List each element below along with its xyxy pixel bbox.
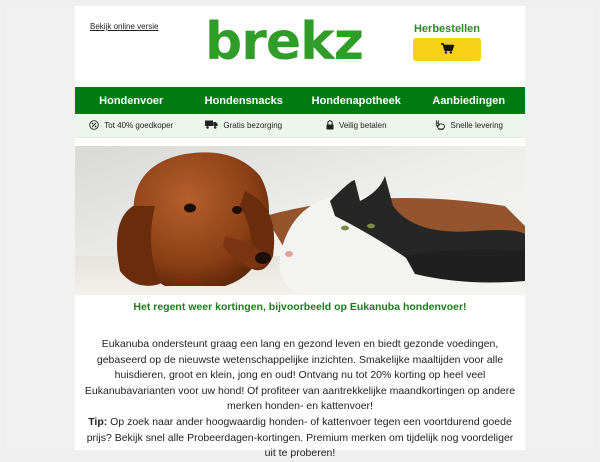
dog-and-cat-photo [75, 146, 525, 295]
hero-image[interactable] [75, 146, 525, 295]
usp-label: Gratis bezorging [223, 121, 283, 130]
percent-icon [89, 120, 99, 132]
nav-item-aanbiedingen[interactable]: Aanbiedingen [432, 94, 506, 107]
headline: Het regent weer kortingen, bijvoorbeeld op Eukanuba hondenvoer! [133, 301, 467, 313]
intro-paragraph: Eukanuba ondersteunt graag een lang en gezond leven en biedt gezonde voedingen, gebaseerd op de nieuwste wetenschappelijke inzichten. Smakelijke maaltijden voor alle huisdieren, groot en klein, jong en oud! Ontvang nu tot 20% korting op heel veel Eukanubavarianten voor uw hond! Of profiteer van aantrekkelijke maandkortingen op andere merken honden- en kattenvoer! [84, 338, 516, 413]
email-header [75, 6, 525, 87]
reorder-block [413, 23, 481, 61]
usp-label: Tot 40% goedkoper [104, 121, 174, 130]
nav-item-hondensnacks[interactable]: Hondensnacks [204, 94, 283, 107]
newsletter-email [75, 6, 525, 460]
usp-item-free-delivery [188, 120, 301, 131]
view-online-link[interactable]: Bekijk online versie [90, 22, 159, 31]
nav-item-hondenapotheek[interactable]: Hondenapotheek [311, 94, 401, 107]
usp-label: Snelle levering [450, 121, 503, 130]
usp-item-fast-delivery [413, 120, 526, 132]
usp-item-secure-payment [300, 120, 413, 132]
lock-icon [326, 120, 334, 132]
main-navigation [75, 87, 525, 114]
reorder-label[interactable]: Herbestellen [413, 23, 481, 35]
tip-paragraph [75, 415, 525, 462]
tip-text: Op zoek naar ander hoogwaardig honden- of kattenvoer tegen een voortdurend goede prijs? Bekijk snel alle Probeerdagen-kortingen. Premium merken om tijdelijk nog voordeliger uit te proberen! [86, 415, 514, 460]
truck-icon [205, 120, 218, 131]
tip-label: Tip: [88, 415, 108, 428]
rabbit-icon [435, 120, 446, 132]
reorder-cart-button[interactable] [413, 38, 481, 61]
shopping-cart-icon [441, 41, 454, 59]
usp-label: Veilig betalen [338, 121, 387, 130]
brekz-logo[interactable]: brekz [205, 12, 363, 72]
nav-item-hondenvoer[interactable]: Hondenvoer [99, 94, 164, 107]
usp-item-discount [75, 120, 188, 132]
usp-bar [75, 114, 525, 138]
